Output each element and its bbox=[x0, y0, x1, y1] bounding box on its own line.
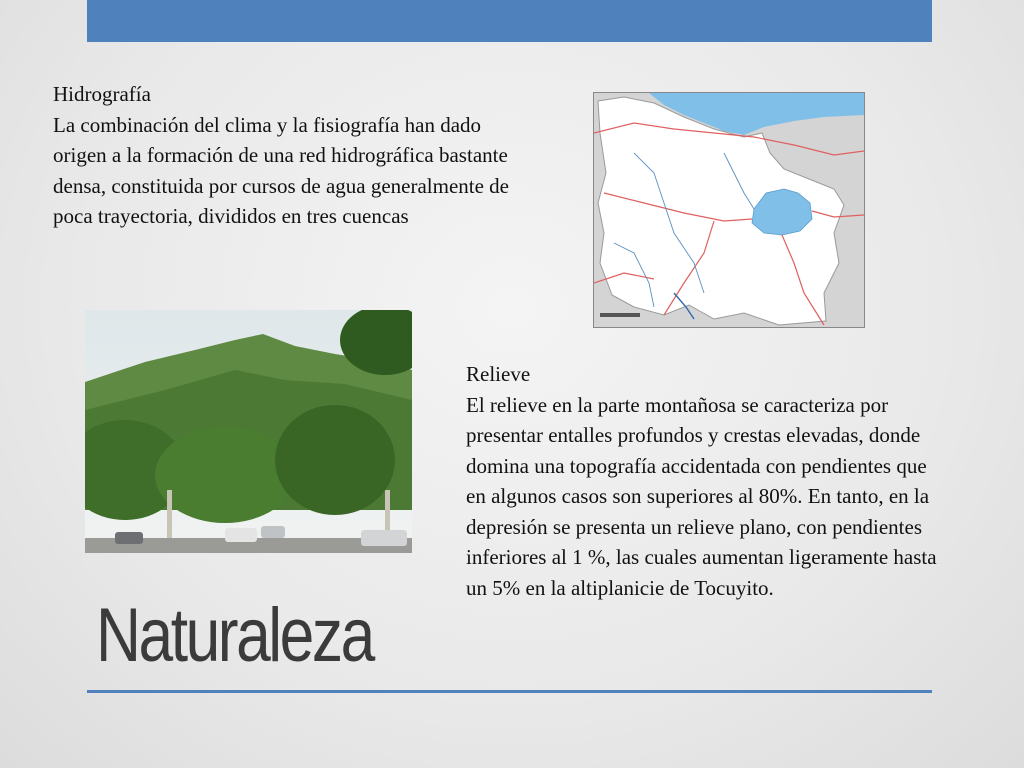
bottom-accent-line bbox=[87, 690, 932, 693]
relieve-text bbox=[466, 359, 946, 603]
mountain-photo bbox=[85, 310, 412, 553]
hidrografia-body: La combinación del clima y la fisiografía han dado origen a la formación de una red hidrográfica bastante densa, constituida por cursos de agua generalmente de poca trayectoria, divididos en tres cuencas bbox=[53, 112, 510, 228]
hidrografia-text bbox=[53, 79, 533, 232]
slide-title: Naturaleza bbox=[96, 593, 373, 678]
relieve-body: El relieve en la parte montañosa se caracteriza por presentar entalles profundos y crestas elevadas, donde domina una topografía accidentada con pendientes que en algunos casos son superiores al 80%. En tanto, en la depresión se presenta un relieve plano, con pendientes inferiores al 1 %, las cuales aumentan ligeramente hasta un 5% en la altiplanicie de Tocuyito. bbox=[466, 392, 937, 600]
relieve-heading: Relieve bbox=[466, 362, 531, 386]
hydrography-map bbox=[593, 92, 865, 328]
hidrografia-heading: Hidrografía bbox=[53, 82, 151, 106]
top-accent-bar bbox=[87, 0, 932, 42]
